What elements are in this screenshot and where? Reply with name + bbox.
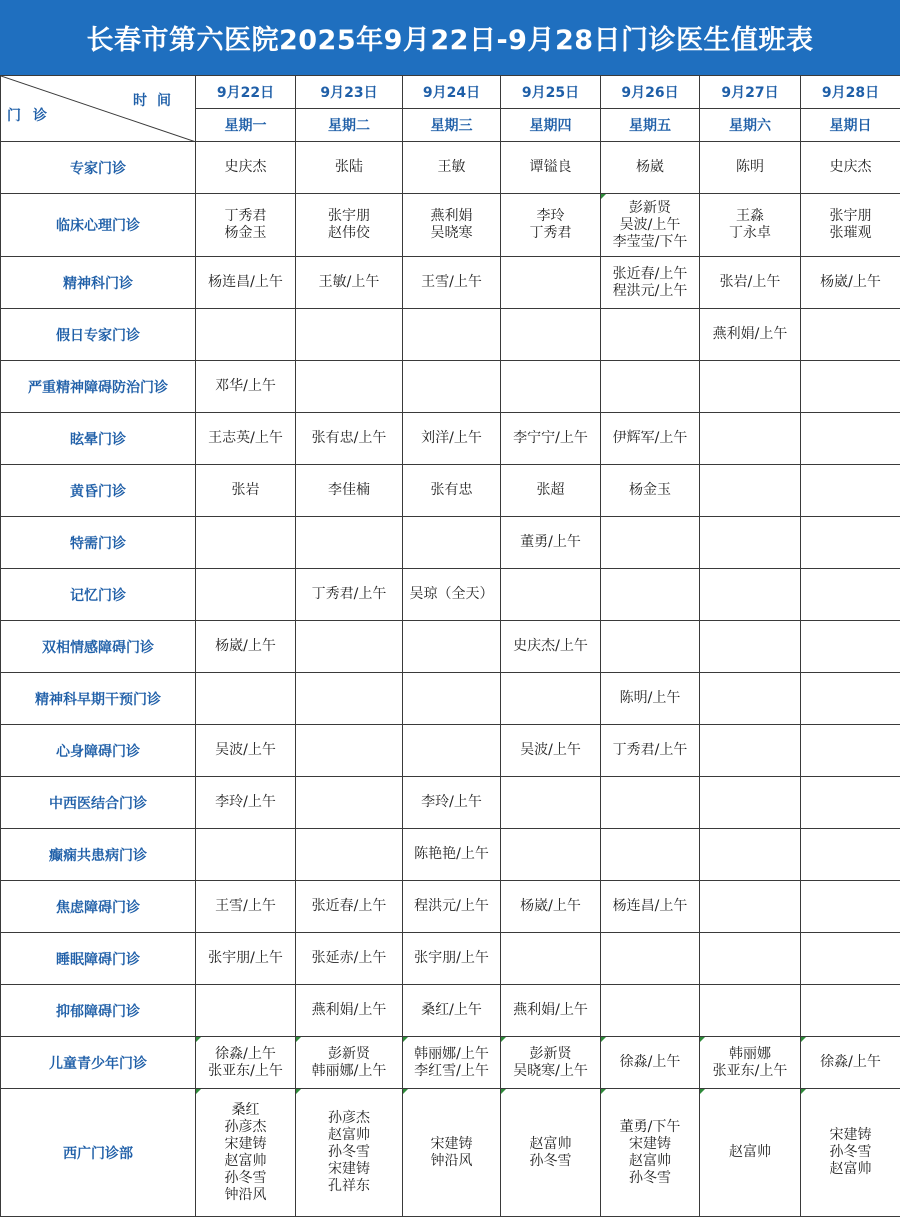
doctor-entry: 吴晓寒/上午 — [513, 1062, 588, 1079]
doctor-entry: 徐淼/上午 — [215, 1045, 276, 1062]
duty-cell — [403, 517, 501, 569]
date-header: 9月25日 — [501, 76, 601, 109]
duty-cell — [196, 257, 296, 309]
doctor-entry: 董勇/上午 — [520, 534, 581, 550]
doctor-entry: 彭新贤 — [529, 1045, 572, 1062]
schedule-row — [1, 465, 900, 517]
doctor-entry: 张近春/上午 — [612, 265, 688, 282]
duty-cell — [196, 413, 296, 465]
doctor-entry: 丁秀君 — [224, 208, 267, 224]
doctor-entry: 张岩/上午 — [719, 274, 781, 290]
duty-cell — [700, 725, 801, 777]
duty-cell — [403, 257, 501, 309]
doctor-entry: 张宇朋 — [829, 208, 872, 224]
duty-cell — [801, 1037, 900, 1089]
clinic-name: 精神科门诊 — [1, 257, 196, 309]
doctor-entry: 程洪元/上午 — [612, 282, 688, 299]
schedule-row — [1, 777, 900, 829]
doctor-entry: 钟沿风 — [430, 1152, 473, 1169]
clinic-name: 特需门诊 — [1, 517, 196, 569]
duty-cell — [403, 569, 501, 621]
weekday-header: 星期四 — [501, 109, 601, 142]
duty-cell — [501, 194, 601, 257]
duty-cell — [501, 621, 601, 673]
schedule-row — [1, 621, 900, 673]
weekday-header: 星期日 — [801, 109, 900, 142]
clinic-name: 严重精神障碍防治门诊 — [1, 361, 196, 413]
doctor-entry: 吴波/上午 — [619, 216, 681, 233]
duty-cell — [601, 777, 700, 829]
duty-cell — [700, 517, 801, 569]
doctor-entry: 王雪/上午 — [421, 274, 482, 290]
duty-cell — [700, 881, 801, 933]
duty-cell — [801, 142, 900, 194]
duty-cell — [196, 725, 296, 777]
duty-cell — [296, 621, 403, 673]
doctor-entry: 宋建铸 — [829, 1127, 872, 1143]
weekday-header: 星期一 — [196, 109, 296, 142]
clinic-name: 眩晕门诊 — [1, 413, 196, 465]
duty-cell — [501, 517, 601, 569]
duty-cell — [296, 777, 403, 829]
doctor-entry: 孔祥东 — [328, 1178, 370, 1194]
duty-cell — [501, 725, 601, 777]
doctor-entry: 李玲/上午 — [215, 794, 276, 810]
clinic-name: 抑郁障碍门诊 — [1, 985, 196, 1037]
duty-cell — [403, 829, 501, 881]
duty-cell — [801, 413, 900, 465]
clinic-name: 儿童青少年门诊 — [1, 1037, 196, 1089]
duty-cell — [296, 194, 403, 257]
weekday-header: 星期五 — [601, 109, 700, 142]
schedule-row — [1, 413, 900, 465]
duty-cell — [196, 142, 296, 194]
duty-cell — [296, 569, 403, 621]
duty-cell — [296, 257, 403, 309]
schedule-row — [1, 933, 900, 985]
duty-cell — [501, 361, 601, 413]
doctor-entry: 杨金玉 — [629, 482, 671, 498]
duty-cell — [196, 933, 296, 985]
clinic-name: 双相情感障碍门诊 — [1, 621, 196, 673]
doctor-entry: 邓华/上午 — [215, 378, 276, 394]
duty-cell — [801, 257, 900, 309]
duty-cell — [501, 257, 601, 309]
schedule-row — [1, 985, 900, 1037]
duty-cell — [700, 829, 801, 881]
doctor-entry: 吴波/上午 — [520, 742, 581, 758]
doctor-entry: 张岩 — [231, 482, 260, 498]
duty-cell — [196, 1089, 296, 1217]
duty-cell — [801, 309, 900, 361]
doctor-entry: 燕利娟/上午 — [513, 1002, 588, 1018]
doctor-entry: 丁秀君/上午 — [612, 742, 688, 758]
schedule-row — [1, 257, 900, 309]
doctor-entry: 孙冬雪 — [829, 1144, 872, 1160]
schedule-row — [1, 569, 900, 621]
clinic-name: 中西医结合门诊 — [1, 777, 196, 829]
doctor-entry: 徐淼/上午 — [619, 1054, 681, 1070]
clinic-name: 记忆门诊 — [1, 569, 196, 621]
schedule-row — [1, 1089, 900, 1217]
doctor-entry: 刘洋/上午 — [421, 430, 482, 446]
doctor-entry: 张宇朋 — [328, 208, 370, 224]
duty-cell — [196, 361, 296, 413]
duty-cell — [403, 194, 501, 257]
duty-cell — [501, 881, 601, 933]
doctor-entry: 徐淼/上午 — [820, 1054, 881, 1070]
date-header: 9月23日 — [296, 76, 403, 109]
doctor-entry: 张有忠/上午 — [311, 430, 387, 446]
duty-cell — [403, 777, 501, 829]
doctor-entry: 陈艳艳/上午 — [414, 846, 489, 862]
page-title: 长春市第六医院2025年9月22日-9月28日门诊医生值班表 — [0, 0, 900, 75]
duty-cell — [296, 142, 403, 194]
duty-cell — [801, 933, 900, 985]
duty-cell — [601, 194, 700, 257]
doctor-entry: 桑红/上午 — [421, 1002, 482, 1018]
weekday-header: 星期二 — [296, 109, 403, 142]
clinic-name: 心身障碍门诊 — [1, 725, 196, 777]
duty-cell — [700, 413, 801, 465]
doctor-entry: 赵伟佼 — [328, 225, 370, 241]
duty-cell — [700, 1089, 801, 1217]
duty-cell — [700, 142, 801, 194]
time-axis-label: 时间 — [133, 93, 181, 109]
doctor-entry: 张近春/上午 — [311, 898, 387, 914]
date-header: 9月24日 — [403, 76, 501, 109]
duty-cell — [196, 465, 296, 517]
duty-cell — [801, 673, 900, 725]
weekday-header: 星期六 — [700, 109, 801, 142]
duty-cell — [700, 985, 801, 1037]
duty-cell — [700, 194, 801, 257]
duty-cell — [700, 569, 801, 621]
duty-schedule-table — [0, 75, 900, 1217]
schedule-row — [1, 142, 900, 194]
clinic-name: 精神科早期干预门诊 — [1, 673, 196, 725]
doctor-entry: 赵富帅 — [729, 1144, 771, 1160]
date-header: 9月27日 — [700, 76, 801, 109]
doctor-entry: 张宇朋/上午 — [414, 950, 489, 966]
doctor-entry: 杨连昌/上午 — [612, 898, 688, 914]
doctor-entry: 程洪元/上午 — [414, 898, 489, 914]
duty-cell — [601, 829, 700, 881]
clinic-name: 假日专家门诊 — [1, 309, 196, 361]
duty-cell — [403, 1089, 501, 1217]
date-header-row — [1, 76, 900, 109]
duty-cell — [403, 309, 501, 361]
duty-cell — [601, 142, 700, 194]
doctor-entry: 韩丽娜/上午 — [414, 1045, 489, 1062]
duty-cell — [296, 829, 403, 881]
duty-cell — [801, 361, 900, 413]
doctor-entry: 孙彦杰 — [328, 1110, 370, 1126]
duty-cell — [296, 413, 403, 465]
duty-cell — [601, 725, 700, 777]
clinic-name: 睡眠障碍门诊 — [1, 933, 196, 985]
duty-cell — [700, 309, 801, 361]
schedule-row — [1, 517, 900, 569]
doctor-entry: 李玲 — [536, 208, 565, 224]
duty-cell — [501, 465, 601, 517]
duty-cell — [296, 309, 403, 361]
duty-cell — [196, 517, 296, 569]
duty-cell — [403, 413, 501, 465]
doctor-entry: 史庆杰 — [224, 159, 267, 175]
doctor-entry: 孙冬雪 — [529, 1152, 572, 1169]
duty-cell — [801, 1089, 900, 1217]
duty-cell — [403, 881, 501, 933]
doctor-entry: 桑红 — [231, 1101, 260, 1118]
doctor-entry: 杨崴/上午 — [820, 274, 881, 290]
duty-cell — [403, 725, 501, 777]
duty-cell — [501, 142, 601, 194]
duty-cell — [801, 829, 900, 881]
doctor-entry: 张宇朋/上午 — [208, 950, 283, 966]
schedule-row — [1, 725, 900, 777]
doctor-entry: 李红雪/上午 — [414, 1062, 489, 1079]
duty-cell — [601, 933, 700, 985]
doctor-entry: 杨崴/上午 — [520, 898, 581, 914]
doctor-entry: 孙冬雪 — [224, 1169, 267, 1186]
doctor-entry: 王淼 — [736, 208, 764, 224]
duty-cell — [501, 777, 601, 829]
duty-cell — [601, 985, 700, 1037]
duty-cell — [403, 465, 501, 517]
doctor-entry: 张超 — [536, 482, 565, 498]
duty-cell — [601, 1089, 700, 1217]
schedule-row — [1, 194, 900, 257]
doctor-entry: 史庆杰 — [829, 159, 872, 175]
duty-cell — [196, 621, 296, 673]
doctor-entry: 宋建铸 — [629, 1135, 671, 1152]
duty-cell — [700, 1037, 801, 1089]
schedule-row — [1, 673, 900, 725]
weekday-header: 星期三 — [403, 109, 501, 142]
doctor-entry: 宋建铸 — [430, 1135, 473, 1152]
doctor-entry: 王敏 — [437, 159, 466, 175]
doctor-entry: 史庆杰/上午 — [513, 638, 588, 654]
duty-cell — [196, 194, 296, 257]
doctor-entry: 孙彦杰 — [224, 1118, 267, 1135]
clinic-name: 黄昏门诊 — [1, 465, 196, 517]
duty-cell — [700, 777, 801, 829]
clinic-name: 专家门诊 — [1, 142, 196, 194]
clinic-name: 西广门诊部 — [1, 1089, 196, 1217]
duty-cell — [601, 673, 700, 725]
doctor-entry: 陈明 — [736, 159, 764, 175]
clinic-name: 焦虑障碍门诊 — [1, 881, 196, 933]
schedule-row — [1, 829, 900, 881]
table-corner-header — [1, 76, 196, 142]
duty-cell — [403, 673, 501, 725]
duty-cell — [403, 621, 501, 673]
doctor-entry: 李宁宁/上午 — [513, 430, 588, 446]
duty-cell — [501, 413, 601, 465]
doctor-entry: 董勇/下午 — [619, 1118, 681, 1135]
duty-cell — [700, 361, 801, 413]
doctor-entry: 王志英/上午 — [208, 430, 283, 446]
doctor-entry: 李莹莹/下午 — [612, 233, 688, 250]
doctor-entry: 赵富帅 — [224, 1152, 267, 1169]
duty-cell — [296, 1037, 403, 1089]
duty-cell — [196, 309, 296, 361]
duty-cell — [196, 881, 296, 933]
duty-cell — [801, 881, 900, 933]
duty-cell — [196, 777, 296, 829]
doctor-entry: 陈明/上午 — [619, 690, 681, 706]
doctor-entry: 王敏/上午 — [318, 274, 380, 290]
doctor-entry: 杨崴 — [636, 159, 664, 175]
duty-cell — [501, 829, 601, 881]
schedule-row — [1, 1037, 900, 1089]
doctor-entry: 吴波/上午 — [215, 742, 276, 758]
doctor-entry: 伊辉军/上午 — [612, 430, 688, 446]
doctor-entry: 张陆 — [335, 159, 363, 175]
duty-cell — [700, 673, 801, 725]
duty-cell — [501, 933, 601, 985]
duty-cell — [501, 1089, 601, 1217]
doctor-entry: 张亚东/上午 — [208, 1062, 283, 1079]
duty-cell — [801, 517, 900, 569]
duty-cell — [801, 725, 900, 777]
doctor-entry: 杨金玉 — [224, 225, 267, 241]
duty-cell — [601, 465, 700, 517]
date-header: 9月22日 — [196, 76, 296, 109]
doctor-entry: 宋建铸 — [224, 1135, 267, 1152]
duty-cell — [296, 881, 403, 933]
duty-cell — [403, 361, 501, 413]
duty-cell — [601, 517, 700, 569]
duty-cell — [601, 621, 700, 673]
doctor-entry: 孙冬雪 — [629, 1169, 671, 1186]
duty-cell — [196, 829, 296, 881]
doctor-entry: 宋建铸 — [328, 1161, 370, 1177]
clinic-axis-label: 门诊 — [7, 108, 59, 124]
duty-cell — [801, 985, 900, 1037]
doctor-entry: 赵富帅 — [629, 1152, 671, 1169]
duty-cell — [296, 725, 403, 777]
schedule-row — [1, 361, 900, 413]
doctor-entry: 李佳楠 — [328, 482, 370, 498]
date-header: 9月26日 — [601, 76, 700, 109]
doctor-entry: 张有忠 — [430, 482, 473, 498]
doctor-entry: 赵富帅 — [328, 1127, 370, 1143]
doctor-entry: 钟沿风 — [224, 1186, 267, 1203]
schedule-row — [1, 881, 900, 933]
doctor-entry: 李玲/上午 — [421, 794, 482, 810]
doctor-entry: 燕利娟 — [430, 208, 473, 224]
duty-cell — [700, 465, 801, 517]
duty-cell — [801, 194, 900, 257]
date-header: 9月28日 — [801, 76, 900, 109]
duty-cell — [501, 1037, 601, 1089]
duty-cell — [403, 985, 501, 1037]
duty-cell — [601, 881, 700, 933]
doctor-entry: 赵富帅 — [529, 1135, 572, 1152]
duty-cell — [601, 361, 700, 413]
doctor-entry: 丁秀君/上午 — [311, 586, 387, 602]
doctor-entry: 丁秀君 — [529, 225, 572, 241]
duty-cell — [700, 257, 801, 309]
duty-cell — [601, 257, 700, 309]
duty-cell — [601, 413, 700, 465]
duty-cell — [296, 1089, 403, 1217]
doctor-entry: 吴晓寒 — [430, 225, 473, 241]
duty-cell — [196, 985, 296, 1037]
doctor-entry: 吴琼（全天） — [409, 586, 494, 602]
duty-cell — [403, 142, 501, 194]
duty-cell — [801, 777, 900, 829]
clinic-name: 临床心理门诊 — [1, 194, 196, 257]
doctor-entry: 张亚东/上午 — [712, 1062, 788, 1079]
duty-cell — [296, 673, 403, 725]
duty-cell — [296, 465, 403, 517]
duty-cell — [801, 465, 900, 517]
duty-cell — [601, 309, 700, 361]
doctor-entry: 彭新贤 — [629, 199, 671, 216]
duty-cell — [601, 569, 700, 621]
schedule-row — [1, 309, 900, 361]
doctor-entry: 杨崴/上午 — [215, 638, 276, 654]
doctor-entry: 赵富帅 — [829, 1161, 872, 1177]
duty-cell — [601, 1037, 700, 1089]
schedule-body — [1, 142, 900, 1217]
duty-cell — [296, 985, 403, 1037]
duty-cell — [501, 985, 601, 1037]
duty-cell — [801, 569, 900, 621]
duty-cell — [801, 621, 900, 673]
duty-cell — [296, 933, 403, 985]
duty-cell — [501, 569, 601, 621]
doctor-entry: 燕利娟/上午 — [311, 1002, 387, 1018]
duty-cell — [196, 569, 296, 621]
doctor-entry: 燕利娟/上午 — [712, 326, 788, 342]
doctor-entry: 丁永卓 — [729, 225, 771, 241]
duty-cell — [296, 517, 403, 569]
clinic-name: 癫痫共患病门诊 — [1, 829, 196, 881]
duty-cell — [196, 673, 296, 725]
duty-cell — [403, 933, 501, 985]
duty-cell — [700, 933, 801, 985]
doctor-entry: 张延赤/上午 — [311, 950, 387, 966]
duty-cell — [196, 1037, 296, 1089]
doctor-entry: 孙冬雪 — [328, 1144, 370, 1160]
doctor-entry: 王雪/上午 — [215, 898, 276, 914]
duty-cell — [700, 621, 801, 673]
duty-cell — [501, 673, 601, 725]
doctor-entry: 韩丽娜 — [729, 1045, 771, 1062]
doctor-entry: 彭新贤 — [328, 1045, 370, 1062]
duty-cell — [403, 1037, 501, 1089]
doctor-entry: 韩丽娜/上午 — [311, 1062, 387, 1079]
duty-cell — [296, 361, 403, 413]
doctor-entry: 谭镒良 — [529, 159, 572, 175]
duty-cell — [501, 309, 601, 361]
doctor-entry: 杨连昌/上午 — [208, 274, 283, 290]
doctor-entry: 张璀观 — [829, 225, 872, 241]
